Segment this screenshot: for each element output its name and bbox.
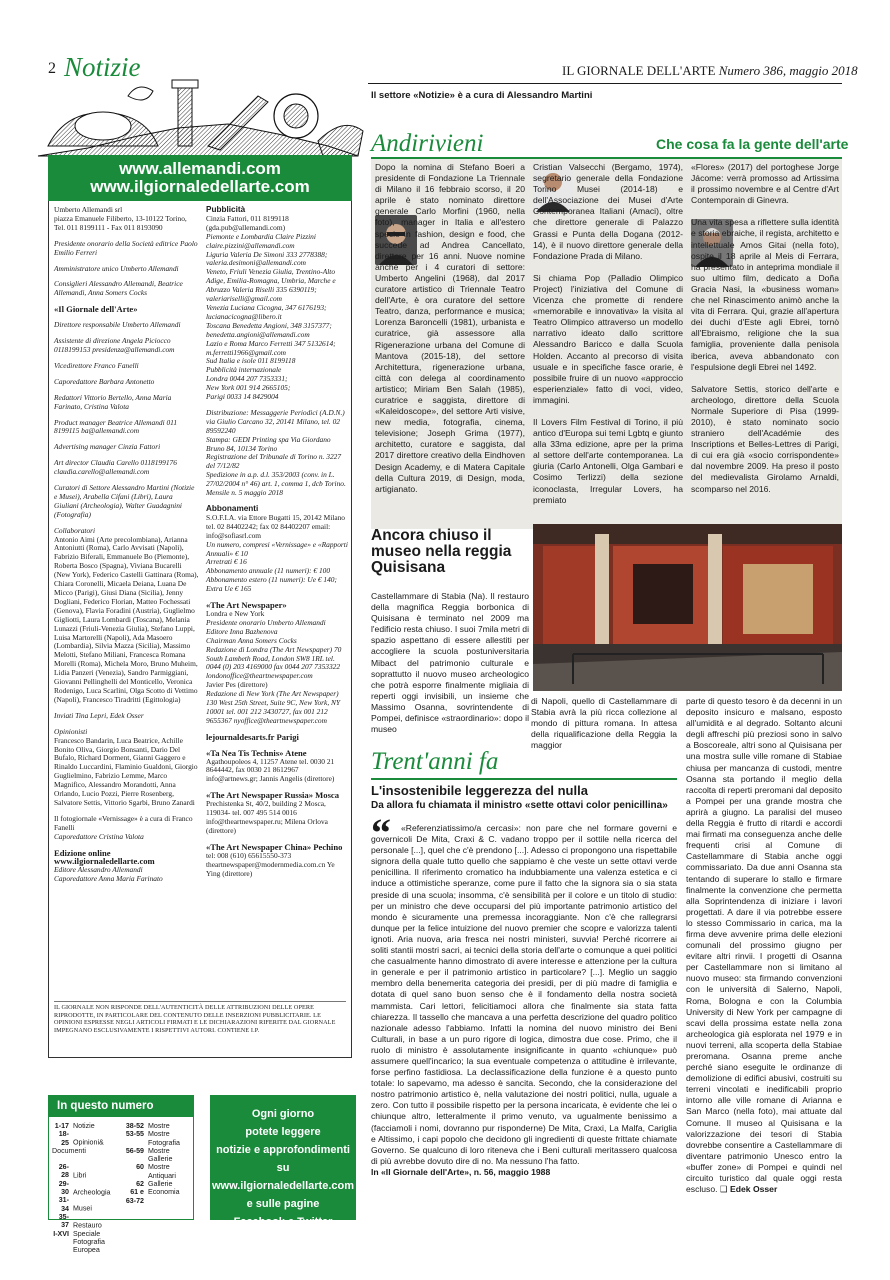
andirivieni-paragraph: Cristian Valsecchi (Bergamo, 1974), segretario generale della Fondazione Torino Musei (2014-18) e dell'Associazione dei Musei d'Arte Contemporanea Italiani (Amaci), oltre che direttore generale di Palazzo Grassi e Punta della Dogana (2012-14), è il nuovo direttore generale della Fondazione Prada di Milano.: [533, 162, 683, 261]
promo-line: Facebook e Twitter: [233, 1216, 333, 1228]
mh-heading: Pubblicità: [206, 205, 246, 214]
andirivieni-paragraph: Si chiama Pop (Palladio Olimpico Project) l'iniziativa del Comune di Vicenza che promette di rendere «memorabile e innovativa» la visita al Teatro Olimpico attraverso un modello narrativo ideato dallo scrittore Alessandro Baricco e dalla Scuola Holden. Accanto al precorso di visita usuale e in specifiche fasce orarie, è possibile fruire di un nuovo «approccio esperienziale» fatto di voci, video, immagini.: [533, 272, 683, 405]
index-item[interactable]: 61 e 63-72 Economia: [125, 1188, 180, 1205]
masthead-box: [48, 201, 352, 1058]
andirivieni-paragraph: «Flores» (2017) del portoghese Jorge Jácome: verrà promosso ad Artissima il prossimo novembre e al Centre d'Art Contemporain di Ginevra.: [691, 162, 839, 206]
andirivieni-col-2: [533, 162, 683, 506]
ancora-col-3: parte di questo tesoro è da decenni in un deposito insicuro e malsano, esposto all'umidità e al degrado. Soltanto alcuni degli affreschi più preziosi sono in salvo a Boscoreale, altri sono al Quisisana per una mostra sulle ville romane di Stabiae chiusa per mancanza di custodi, mentre Osanna sta portando il meglio della raccolta di reperti preromani dal deposito a Pompei per una grande mostra che aprirà a giugno. La paralisi del museo della Reggia è frutto di ritardi e accordi mai firmati ma conseguenza anche delle frequenti crisi al Comune di Castellammare di Stabia anche oggi commissariato. Da due anni Osanna sta tentando di superare lo stallo e firmare finalmente la convenzione che permetta alla Soprintendenza di iniziare i lavori progettati. A dare il via potrebbe essere lo stesso Commissario in carica, ma la firma deve avvenire prima delle elezioni comunali del prossimo giugno per evitare altri rinvii. I progetti di Osanna per Castellammare non si limitano al nuovo museo: sta firmando convenzioni con le università di Salerno, Napoli, Roma, Bologna e con la Columbia University di New York per campagne di scavi della prossima estate nella zona archeologica già esplorata nel 1979 e in nuovi terreni, alla scoperta della Stabiae preromana. Osanna preme anche perché siano eseguite le ordinanze di demolizione di edifici abusivi, costruiti su terreni vincolati e inedificabili proprio intorno alle ville romane di Arianna e San Marco (nella foto), mai attuate dal Comune. Il museo al Quisisana e la valorizzazione dei tesori di Stabia dovrebbe consentire a Castellammare di diventare patrimonio Unesco entro la «buffer zone» di Pompei e quindi nel circuito turistico dal quale oggi resta escluso. ❑ Edek Osser: [686, 696, 842, 1195]
index-item[interactable]: 38-52 Mostre: [125, 1122, 170, 1130]
index-item[interactable]: 26-28 Libri: [58, 1163, 87, 1180]
mh-line: Redattori Vittorio Bertello, Anna Maria Farinato, Cristina Valota: [54, 392, 172, 411]
promo-line: www.ilgiornaledellarte.com: [211, 1180, 355, 1192]
mh-line: Arretrati € 16: [206, 557, 247, 567]
ancora-col-2: di Napoli, quello di Castellammare di Stabia avrà la più ricca collezione al mondo di pittura romana. In attesa della riqualificazione della Reggia la maggior: [531, 696, 677, 751]
index-item[interactable]: 18-25 Opinioni& Documenti: [52, 1130, 104, 1155]
mh-heading: «The Art Newspaper»: [206, 600, 287, 611]
disclaimer: IL GIORNALE NON RISPONDE DELL'AUTENTICITÀ DELLE ATTRIBUZIONI DELLE OPERE RIPRODOTTE, IN PARTICOLARE DEL CONTENUTO DELLE INSERZIONI PUBBLICITARIE. LE OPINIONI ESPRESSE NEGLI ARTICOLI FIRMATI E LE DICHIARAZIONI RIFERITE DAL GIORNALE IMPEGNANO ESCLUSIVAMENTE I RISPETTIVI AUTORI. CONTIENE I.P.: [54, 1001, 346, 1034]
promo-line: Ogni giorno: [251, 1108, 315, 1120]
mh-line: Caporedattore Cristina Valota: [54, 831, 144, 841]
mh-heading: lejournaldesarts.fr Parigi: [206, 731, 299, 742]
mh-heading: «Il Giornale dell'Arte»: [54, 304, 138, 315]
decorative-engraving: [28, 76, 366, 160]
url-giornale[interactable]: www.ilgiornaledellarte.com: [90, 177, 310, 196]
mh-line: Amministratore unico Umberto Allemandi: [54, 263, 179, 273]
andirivieni-paragraph: Salvatore Settis, storico dell'arte e archeologo, direttore della Scuola Normale Superiore di Pisa (1999-2010), è stato nominato socio straniero dell'Académie des Inscriptions et Belles-Lettres di Parigi, di cui era già «socio corrispondente» dal novembre 2009. Ha preso il posto del medievalista Girolamo Arnaldi, scomparso nel 2016.: [691, 383, 839, 494]
mh-line: Sud Italia e isole 011 8199118: [206, 356, 296, 366]
mh-line: Consiglieri Alessandro Allemandi, Beatrice Allemandi, Anna Somers Cocks: [54, 279, 183, 298]
section-title: Notizie: [64, 52, 141, 82]
mh-line: Advertising manager Cinzia Fattori: [54, 442, 161, 452]
promo-line: potete leggere: [245, 1126, 321, 1138]
andirivieni-col-1: [375, 162, 525, 495]
mh-line: Stampa: GEDI Printing spa Via Giordano Bruno 84, 10134 Torino: [206, 434, 331, 453]
mh-line: Pubblicità internazionale: [206, 365, 282, 375]
index-item[interactable]: 31-34 Musei: [58, 1196, 92, 1213]
mh-heading: «Ta Nea Tis Technis» Atene: [206, 747, 307, 758]
header-rule: [368, 83, 842, 84]
index-item[interactable]: 29-30 Archeologia: [58, 1179, 111, 1197]
mh-line: Lazio e Roma Marco Ferretti 347 5132614; m.ferretti1966@gmail.com: [206, 338, 336, 357]
quote-mark-icon: “: [371, 810, 391, 855]
mh-line: Veneto, Friuli Venezia Giulia, Trentino-Alto Adige, Emilia-Romagna, Umbria, Marche e Abruzzo Valeria Riselli 335 6390119; valeriariselli@gmail.com: [206, 267, 336, 304]
mh-line: piazza Emanuele Filiberto, 13-10122 Torino, Tel. 011 8199111 - Fax 011 8193090: [54, 213, 187, 232]
mh-line: Un numero, compresi «Vernissage» e «Rapporti Annuali» € 10: [206, 539, 348, 558]
mh-line: Spedizione in a.p. d.l. 353/2003 (conv. in L. 27/02/2004 n° 46) art. 1, comma 1, dcb Torino. Mensile n. 5 maggio 2018: [206, 470, 346, 498]
trent-dek: Da allora fu chiamata il ministro «sette ottavi color penicillina»: [371, 800, 668, 811]
trent-headline: L'insostenibile leggerezza del nulla: [371, 783, 588, 798]
index-item[interactable]: 56-59 Mostre Gallerie: [125, 1146, 173, 1164]
ancora-lead: Castellammare di Stabia (Na). Il restauro della magnifica Reggia borbonica di Quisisana è terminato nel 2009 ma l'edificio resta chiuso. I suoi 7mila metri di spazio aspettano di essere allestiti per accogliere la scuola postuniversitaria Mibact del patrimonio culturale e soprattutto il nuovo museo archeologico che potrà esporre finalmente migliaia di reperti oggi invisibili, un insieme che Massimo Osanna, sovrintendente di Pompei, definisce «straordinario»: dopo il museo: [371, 591, 529, 735]
index-item[interactable]: 35-37 Restauro: [58, 1212, 102, 1230]
mh-line: Chairman Anna Somers Cocks: [206, 635, 297, 645]
mh-line: Venezia Luciana Cicogna, 347 6176193; lucianacicogna@libero.it: [206, 302, 327, 321]
masthead-left-column: [54, 206, 199, 891]
masthead-right-column: [206, 206, 348, 885]
mh-line: Presidente onorario della Società editrice Paolo Emilio Ferreri: [54, 238, 198, 257]
trent-text: «Referenziatissimo/a cercasi»: non pare che nel formare governi e governicoli De Mita, Craxi & C. vadano troppo per il sottile nella ricerca del personale [...], quel che c'è prendono [...]. Adesso ci propongono una rispettabile signora della quale tutto quello che sappiamo è che veste un sette ottavi verde penicillina. Il riferimento cromatico ha indubbiamente una valenza estetica e ci induce a ottimistiche speranze, come pure il fatto che la signora sia o sia stata preside di una scuola; insomma, c'è sensibilità per il colore e un titolo di studio: per un ministro che deve occuparsi del più importante patrimonio artistico del mondo è sicuramente una premessa incoraggiante. Non c'è che rallegrarsi dunque per la felice intuizione del nuovo premier che scopre e valorizza talenti ignoti. Aria nuova, aria fresca nei nostri ministeri, suvvia! Perché ricorrere ai soliti stantii mostri sacri, ai tecnici della storia dell'arte o comunque a quei politici che casualmente hanno dimostrato di avere interesse e attenzione per la cultura in generale e per il patrimonio artistico in particolare? [...]. Meglio un saggio membro della benemerita categoria dei presidi, per di più madre di famiglia e dotata di quel sano buon senso che è il fondamento della nostra società mammista. Cari lettori, felicitiamoci allora che finalmente sia stata fatta chiarezza. Il tassello che mancava a una perfetta descrizione del quadro politico nazionale adesso l'abbiamo. Infatti la nomina del nuovo ministro dei Beni Culturali, in base a un puro rigore di logica, dimostra due cose. Primo, che il ruolo di ministro è assolutamente insignificante in quanto «chiunque» può assumere quell'incarico; la sua eventuale competenza o attitudine è irrilevante, forse perfino fastidiosa. La declassificazione della funzione è a questo punto totale: lo sapevamo, ma adesso è sancita. Secondo, che la considerazione del nostro patrimonio artistico è, nella valutazione dei nostri politici, nulla, uguale a zero. Con tutto il possibile rispetto per la persona incaricata, è evidente che lei o chiunque altro, letteralmente il primo venuto, va ugualmente benissimo a (facciamoli i nomi, dovranno pur risponderne) De Mita, Craxi, La Malfa, Cariglia e Altissimo, i capi popolo che decidono gli ingredienti di queste frittate chiamate Governo. Se qualcuno di loro riteneva che i Beni culturali meritassero qualcosa di più avrebbe dovuto dire di no. Ma nessuno l'ha fatto.: [371, 823, 677, 1166]
index-right-list: [122, 1122, 192, 1205]
mh-line: Agathoupoleos 4, 11257 Atene tel. 0030 21 8644442, fax 0030 21 8612967 info@artnews.gr; Jannis Angelis (direttore): [206, 756, 335, 784]
url-allemandi[interactable]: www.allemandi.com: [119, 159, 281, 178]
mh-line: tel: 008 (610) 65615550-373 theartnewspaper@modernmedia.com.cn Ye Ying (direttore): [206, 850, 335, 878]
mh-line: New York 001 914 2665105;: [206, 383, 291, 393]
index-item[interactable]: I-XVI Speciale Fotografia Europea: [53, 1229, 105, 1255]
mh-line: Direttore responsabile Umberto Allemandi: [54, 320, 181, 330]
mh-line: Opinionisti: [54, 726, 88, 736]
promo-line: notizie e approfondimenti su: [216, 1144, 350, 1174]
index-left-list: [52, 1122, 124, 1254]
index-title: In questo numero: [49, 1096, 193, 1117]
masthead-urls: [48, 155, 352, 201]
mh-line: Abbonamento annuale (11 numeri): € 100: [206, 566, 331, 576]
mh-line: Francesco Bandarin, Luca Beatrice, Achille Bonito Oliva, Giorgio Bonsanti, Dario Del Bufalo, Richard Dorment, Gianni Gaggero e Rinaldo Luccardini, Flaminio Gualdoni, Giorgio Guglielmino, Fabrizio Lemme, Marco Magnifico, Alessandro Morandotti, Anna Orlando, Lucio Pozzi, Pierre Rosenberg, Salvatore Settis, Vittorio Sgarbi, Bruno Zanardi: [54, 735, 198, 807]
mh-line: Umberto Allemandi srl: [54, 205, 123, 214]
mh-line: Presidente onorario Umberto Allemandi: [206, 617, 326, 627]
ancora-headline: Ancora chiuso il museo nella reggia Quisisana: [371, 527, 512, 576]
index-item[interactable]: 62 Gallerie: [136, 1180, 173, 1189]
andirivieni-col-3: [691, 162, 839, 495]
issue-info: Numero 386, maggio 2018: [718, 63, 858, 78]
mh-line: Editore Alessandro Allemandi: [54, 865, 143, 875]
online-promo[interactable]: [210, 1095, 356, 1246]
mh-line: Vicedirettore Franco Fanelli: [54, 360, 139, 370]
mh-line: Product manager Beatrice Allemandi 011 8199115 ba@allemandi.com: [54, 417, 178, 436]
mh-line: Redazione di New York (The Art Newspaper) 130 West 25th Street, Suite 9C, New York, NY 10001 tel. 001 212 3430727, fax 001 212 9655367 nyoffice@theartnewspaper.com: [206, 689, 341, 725]
index-item[interactable]: 1-17 Notizie: [54, 1122, 95, 1130]
mh-line: Edizione online www.ilgiornaledellarte.com: [54, 847, 155, 867]
promo-line: e sulle pagine: [246, 1198, 320, 1210]
byline: Edek Osser: [730, 1184, 778, 1195]
mh-line: Editore Inna Bazhenova: [206, 626, 278, 636]
mh-line: Assistente di direzione Angela Piciocco 0118199153 presidenza@allemandi.com: [54, 336, 175, 354]
mh-line: Collaboratori: [54, 525, 96, 535]
mh-line: Cinzia Fattori, 011 8199118 (gda.pub@allemandi.com): [206, 213, 289, 232]
mh-line: Registrazione del Tribunale di Torino n. 3227 del 7/12/82: [206, 452, 342, 471]
mh-line: Piemonte e Lombardia Claire Pizzini claire.pizzini@allemandi.com: [206, 231, 316, 250]
andirivieni-paragraph: Una vita spesa a riflettere sulla identità e storia ebraiche, il regista, architetto e intellettuale Amos Gitai (nella foto), ospite il 18 aprile al Meis di Ferrara, ha presentato in anteprima mondiale il suo ultimo film, dedicato a Doña Gracia Nasi, la «business woman» che nel Rinascimento animò anche la vita di Ferrara. Qui, grazie all'apertura dei duchi d'Este agli Ebrei, tornò all'Ebraismo, religione che la sua famiglia, proveniente dalla penisola iberica, aveva abbandonato con l'espulsione degli Ebrei nel 1492.: [691, 217, 839, 372]
mh-line: Il fotogiornale «Vernissage» è a cura di Franco Fanelli: [54, 813, 193, 832]
andirivieni-box: [371, 159, 842, 529]
mh-line: Caporedattore Anna Maria Farinato: [54, 874, 163, 884]
trent-title: Trent'anni fa: [371, 748, 499, 775]
mh-line: Toscana Benedetta Angioni, 348 3157377; benedetta.angioni@allemandi.com: [206, 320, 332, 339]
andirivieni-subtitle: Che cosa fa la gente dell'arte: [656, 136, 849, 152]
andirivieni-title: Andirivieni: [371, 130, 484, 157]
mh-line: Prechistenka St, 40/2, building 2 Mosca, 119034- tel. 007 495 514 0016 info@theartnewspaper.ru; Milena Orlova (direttore): [206, 799, 328, 835]
andirivieni-paragraph: Il Lovers Film Festival di Torino, il più antico d'Europa sui temi Lgbtq e giunto alla 33ma edizione, apre per la prima al settore dell'arte contemporanea. La giuria (Carlo Antonelli, Olga Gambari e Cosimo Terlizzi) della sezione iconoclasta, Irregular Lovers, ha premiato: [533, 416, 683, 505]
trent-source: In «Il Giornale dell'Arte», n. 56, maggio 1988: [371, 1166, 551, 1177]
editor-note: Il settore «Notizie» è a cura di Alessandro Martini: [371, 90, 593, 101]
mh-heading: Abbonamenti: [206, 504, 259, 513]
mh-line: Redazione di Londra (The Art Newspaper) 70 South Lambeth Road, London SW8 1RL tel. 0044 (0) 203 4169000 fax 0044 207 7353322 londonoffice@theartnewspaper.com: [206, 644, 342, 681]
issue-index: [48, 1095, 194, 1255]
mh-heading: «The Art Newspaper Russia» Mosca: [206, 790, 340, 801]
mh-line: Londra e New York: [206, 608, 265, 618]
index-item[interactable]: 60 Mostre Antiquari: [136, 1163, 176, 1180]
mh-line: Inviati Tina Lepri, Edek Osser: [54, 710, 144, 720]
trent-rule: [371, 778, 677, 780]
mh-line: Art director Claudia Carello 0118199176 claudia.carello@allemandi.com: [54, 458, 177, 477]
mh-line: Caporedattore Barbara Antonetto: [54, 376, 155, 386]
page-number: 2: [48, 60, 56, 77]
mh-line: Antonio Aimi (Arte precolombiana), Arianna Antoniutti (Roma), Carlo Avvisati (Napoli), Fabrizio Biferali, Emmanuele Bo (Piemonte), Roberta Bosco (Spagna), Viviana Bucarelli (New York), Federico Castelli Gattinara (Roma), Chiara Coronelli, Micaela Deiana, Luana De Micco (Parigi), Giusi Diana (Sicilia), Jenny Dogliani, Federico Florian, Matteo Fochessati (Genova), Flavia Foradini (Austria), Guglielmo Gigliotti, Laura Lombardi (Toscana), Melania Lunazzi (Friuli-Venezia Giulia), Stefano Luppi, Luisa Martorelli (Napoli), Ada Masoero (Lombardia), Silvia Mazza (Sicilia), Massimo Melotti, Stefano Miliani, Francesca Romana Morelli (Roma), Michela Moro, Bruno Muheim, Lidia Panzeri (Venezia), Sandro Parmiggiani, Giovanni Pellinghelli del Monticello, Veronica Rodenigo, Luca Scarlini, Olga Scotto di Vettimo (Napoli), Francesco Tiradritti (Egittologia): [54, 534, 199, 704]
mh-line: Curatori di Settore Alessandro Martini (Notizie e Musei), Arabella Cifani (Libri), Laura Giuliani (Archeologia), Walter Guadagnini (Fotografia): [54, 483, 195, 519]
mh-line: Abbonamento estero (11 numeri): Ue € 140; Extra Ue € 165: [206, 575, 337, 594]
mh-heading: «The Art Newspaper China» Pechino: [206, 841, 343, 852]
paper-title: IL GIORNALE DELL'ARTE Numero 386, maggio 2018: [562, 63, 858, 78]
promo-line: di «Il Giornale dell'Arte»: [220, 1234, 346, 1246]
mh-line: Distribuzione: Messaggerie Periodici (A.D.N.) via Giulio Carcano 32, 20141 Milano, tel. 02 89592240: [206, 407, 345, 435]
mh-line: Javier Pes (direttore): [206, 680, 268, 690]
mh-line: Liguria Valeria De Simoni 333 2778388; valeria.desimoni@allemandi.com: [206, 249, 328, 268]
andirivieni-paragraph: Dopo la nomina di Stefano Boeri a presidente di Fondazione La Triennale di Milano il 16 febbraio scorso, il 20 aprile è stato nominato direttore generale Carlo Morfini (1960, nella foto), manager in Italia e all'estero specie in fashion, design e food, che succede ad Andrea Cancellato, direttore per 16 anni. Nuove nomine anche per i 4 curatori di settore: Umberto Angelini (1968), dal 2017 curatore artistico di Triennale Teatro dell'Arte, è ora curatore del settore Teatro, danza, performance e musica; Lorenza Baroncelli (1981), urbanista e curatrice, già assessore alla Rigenerazione urbana del Comune di Mantova (2015-18), del settore Architettura, rigenerazione urbana, città con delega al coordinamento artistico; Miriam Ben Salah (1985), curatrice e saggista, direttore di «Kaleidoscope», del settore Arti visive, new media, fotografia, cinema, televisione; Joseph Grima (1977), architetto, curatore e saggista, dal 2017 direttore creativo della Eindhoven Design Academy, e di Matera Capitale della Cultura 2019, di Design, moda, artigianato.: [375, 162, 525, 494]
trent-body: [371, 823, 677, 1178]
mh-line: Parigi 0033 14 8429004: [206, 392, 279, 402]
villa-fresco-photo: [533, 524, 842, 691]
mh-line: S.O.F.I.A. via Ettore Bugatti 15, 20142 Milano tel. 02 84402242; fax 02 84402207 email: info@sofiasrl.com: [206, 512, 345, 540]
index-item[interactable]: 53-55 Mostre Fotografia: [125, 1130, 180, 1147]
mh-line: Londra 0044 207 7353331;: [206, 374, 288, 384]
